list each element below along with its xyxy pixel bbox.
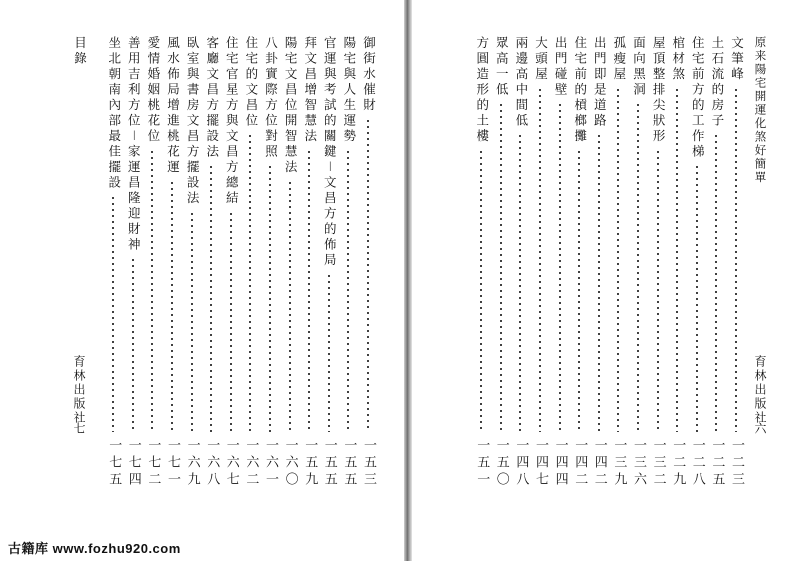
toc-leader-dots (576, 149, 582, 433)
toc-entry-title: 棺材煞 (670, 36, 686, 83)
toc-leader-dots (149, 149, 155, 433)
toc-entry-title: 八卦實際方位對照 (263, 36, 279, 160)
toc-leader-dots (517, 133, 523, 432)
toc-entry-page: 一三九 (611, 438, 627, 489)
toc-entry-title: 官運與考試的關鍵－文昌方的佈局 (322, 36, 338, 269)
toc-entry-page: 一五九 (302, 438, 318, 489)
toc-entry-title: 住宅前的槓榔攤 (572, 36, 588, 145)
right-page (412, 0, 793, 540)
toc-entry-page: 一六〇 (282, 438, 298, 489)
right-page-number: 六 (753, 422, 767, 436)
toc-leader-dots (478, 149, 484, 433)
toc-leader-dots (537, 87, 543, 433)
toc-entry-title: 御街水催財 (361, 36, 377, 114)
toc-leader-dots (110, 195, 116, 432)
toc-entry-title: 土石流的房子 (709, 36, 725, 129)
toc-entry-page: 一二五 (709, 438, 725, 489)
toc-entry-page: 一五一 (474, 438, 490, 489)
toc-entry-page: 一七四 (125, 438, 141, 489)
toc-leader-dots (228, 211, 234, 433)
toc-leader-dots (247, 133, 253, 432)
toc-entry-page: 一二三 (729, 438, 744, 489)
toc-leader-dots (208, 164, 214, 432)
toc-entry-title: 住宅前方的工作梯 (690, 36, 706, 160)
right-page-header: 原来陽宅開運化煞好簡單 (753, 36, 768, 185)
watermark-url: www.fozhu920.com (52, 541, 181, 556)
toc-leader-dots (189, 211, 195, 433)
site-watermark (8, 538, 181, 557)
toc-entry-page: 一五五 (321, 438, 337, 489)
toc-entry-title: 住宅的文昌位 (243, 36, 259, 129)
toc-entry-page: 一四二 (572, 438, 588, 489)
toc-leader-dots (306, 149, 312, 433)
toc-leader-dots (615, 87, 621, 433)
toc-entry-page: 一六一 (263, 438, 278, 489)
toc-leader-dots (733, 87, 739, 433)
toc-entry-page: 一六七 (223, 438, 239, 489)
toc-entry-title: 客廳文昌方擺設法 (204, 36, 220, 160)
toc-entry-page: 一二九 (670, 438, 686, 489)
toc-entry-title: 出門即是道路 (592, 36, 608, 129)
toc-leader-dots (267, 164, 273, 432)
toc-entry-page: 一五〇 (493, 438, 509, 489)
toc-entry-page: 一七一 (165, 438, 180, 489)
toc-entry-title: 坐北朝南內部最佳擺設 (106, 36, 122, 191)
toc-entry-page: 一五三 (361, 438, 376, 489)
toc-leader-dots (635, 102, 641, 432)
toc-leader-dots (345, 149, 351, 433)
toc-entry-page: 一六九 (184, 438, 200, 489)
toc-entry-title: 陽宅文昌位開智慧法 (283, 36, 299, 176)
toc-entry-page: 一四二 (591, 438, 607, 489)
toc-entry-title: 善用吉利方位－家運昌隆迎財神 (126, 36, 142, 254)
toc-entry-page: 一七五 (106, 438, 122, 489)
toc-entry-page: 一七二 (145, 438, 161, 489)
toc-entry-title: 面向黑洞 (631, 36, 647, 98)
toc-entry-title: 風水佈局增進桃花運 (165, 36, 181, 176)
toc-leader-dots (694, 164, 700, 432)
toc-entry-title: 方圓造形的土樓 (474, 36, 490, 145)
toc-entry-title: 臥室與書房文昌方擺設法 (185, 36, 201, 207)
left-page-header: 目錄 (72, 36, 88, 67)
toc-leader-dots (287, 180, 293, 433)
toc-leader-dots (655, 149, 661, 433)
toc-leader-dots (365, 118, 371, 433)
toc-entry-title: 出門碰壁 (553, 36, 569, 98)
toc-leader-dots (130, 257, 136, 432)
toc-entry-title: 眾高一低 (494, 36, 510, 98)
toc-leader-dots (169, 180, 175, 433)
toc-entry-title: 文筆峰 (729, 36, 745, 83)
right-page-publisher: 育林出版社 (753, 355, 767, 425)
toc-entry-title: 拜文昌增智慧法 (302, 36, 318, 145)
toc-entry-page: 一四八 (513, 438, 529, 489)
toc-entry-title: 孤瘦屋 (611, 36, 627, 83)
toc-entry-page: 一四七 (533, 438, 548, 489)
toc-entry-title: 兩邊高中間低 (513, 36, 529, 129)
toc-leader-dots (326, 273, 332, 432)
left-page-number: 七 (72, 422, 86, 436)
toc-entry-page: 一二八 (689, 438, 705, 489)
left-page (0, 0, 404, 540)
toc-entry-title: 屋頂整排尖狀形 (651, 36, 667, 145)
watermark-site-name: 古籍库 (8, 541, 49, 556)
toc-leader-dots (596, 133, 602, 432)
toc-entry-page: 一三六 (631, 438, 646, 489)
toc-entry-title: 大頭屋 (533, 36, 549, 83)
toc-leader-dots (557, 102, 563, 432)
toc-leader-dots (713, 133, 719, 432)
toc-leader-dots (498, 102, 504, 432)
toc-entry-page: 一三二 (650, 438, 666, 489)
toc-entry-title: 住宅官星方與文昌方總結 (224, 36, 240, 207)
toc-entry-page: 一四四 (552, 438, 568, 489)
toc-entry-title: 愛情婚姻桃花位 (145, 36, 161, 145)
toc-leader-dots (674, 87, 680, 433)
toc-entry-page: 一六二 (243, 438, 259, 489)
left-page-publisher: 育林出版社 (72, 355, 86, 425)
book-gutter (404, 0, 412, 561)
toc-entry-page: 一五五 (341, 438, 357, 489)
toc-entry-title: 陽宅與人生運勢 (341, 36, 357, 145)
toc-entry-page: 一六八 (204, 438, 220, 489)
